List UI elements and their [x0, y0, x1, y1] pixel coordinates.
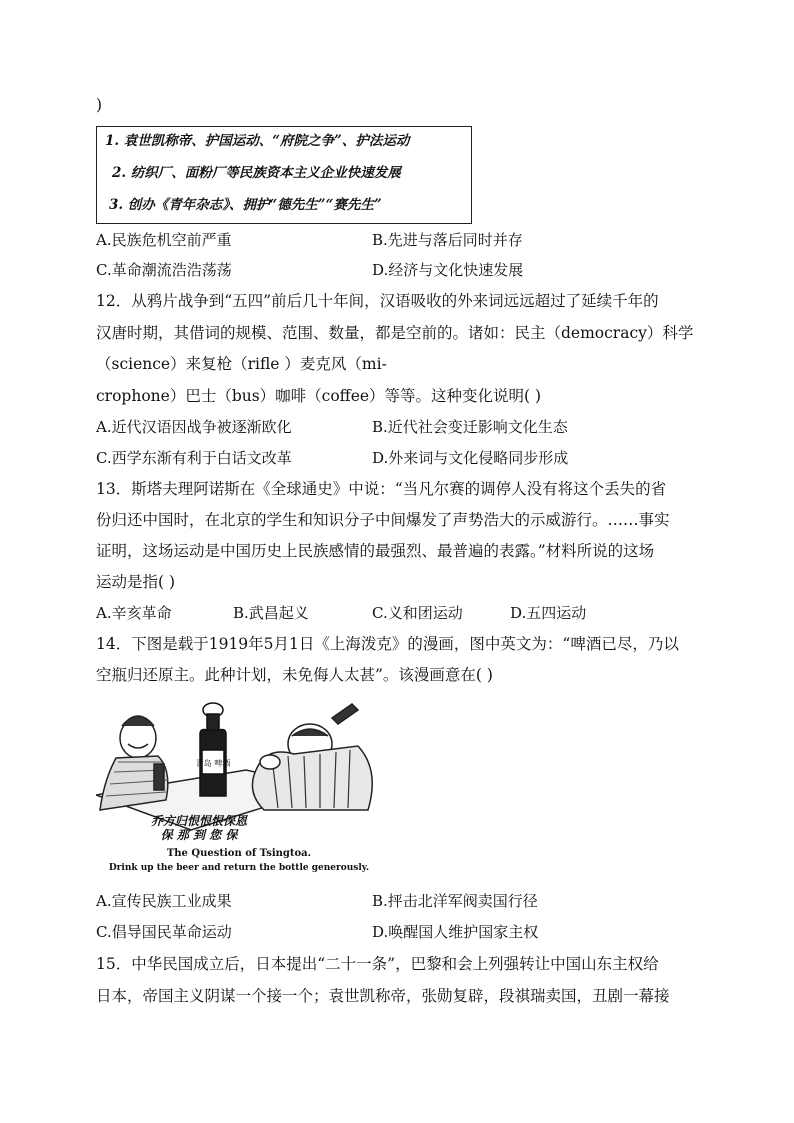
q14-option-a[interactable]: A.宣传民族工业成果 [96, 892, 232, 910]
q12-line-4: crophone）巴士（bus）咖啡（coffee）等等。这种变化说明( ) [96, 387, 542, 405]
cartoon-subtitle: Drink up the beer and return the bottle generously. [108, 863, 370, 873]
continuation-bracket: ) [96, 96, 103, 114]
q12-option-a[interactable]: A.近代汉语因战争被逐渐欧化 [96, 418, 292, 436]
cartoon-image [96, 700, 382, 880]
cartoon-chinese-caption-1: 乔方归恨恨恨保恩 [150, 814, 247, 828]
q13-line-4: 运动是指( ) [96, 573, 176, 591]
q14-option-b[interactable]: B.抨击北洋军阀卖国行径 [372, 892, 538, 910]
box-line-2: 2. 纺织厂、面粉厂等民族资本主义企业快速发展 [112, 165, 401, 181]
q12-line-1: 12．从鸦片战争到“五四”前后几十年间，汉语吸收的外来词远远超过了延续千年的 [96, 292, 659, 310]
q12-line-3: （science）来复枪（rifle ）麦克风（mi- [96, 355, 387, 373]
box-line-3: 3. 创办《青年杂志》、拥护“德先生”“赛先生” [109, 197, 382, 213]
q11-option-b[interactable]: B.先进与落后同时并存 [372, 231, 523, 249]
box-line-1: 1. 袁世凯称帝、护国运动、“府院之争”、护法运动 [105, 133, 410, 149]
q13-line-2: 份归还中国时，在北京的学生和知识分子中间爆发了声势浩大的示威游行。……事实 [96, 511, 670, 529]
right-figure [252, 704, 372, 810]
bottle-label: 青岛 啤酒 [195, 759, 231, 768]
q12-option-c[interactable]: C.西学东渐有利于白话文改革 [96, 449, 292, 467]
q11-option-d[interactable]: D.经济与文化快速发展 [372, 261, 524, 279]
q12-option-b[interactable]: B.近代社会变迁影响文化生态 [372, 418, 568, 436]
q13-option-b[interactable]: B.武昌起义 [233, 604, 309, 622]
q14-line-2: 空瓶归还原主。此种计划，未免侮人太甚”。该漫画意在( ) [96, 666, 493, 684]
q15-line-1: 15．中华民国成立后，日本提出“二十一条”，巴黎和会上列强转让中国山东主权给 [96, 955, 659, 973]
material-box [96, 126, 472, 224]
beer-bottle [200, 703, 226, 796]
q13-option-c[interactable]: C.义和团运动 [372, 604, 463, 622]
q13-line-1: 13．斯塔夫理阿诺斯在《全球通史》中说：“当凡尔赛的调停人没有将这个丢失的省 [96, 480, 667, 498]
q14-option-c[interactable]: C.倡导国民革命运动 [96, 923, 232, 941]
q15-line-2: 日本，帝国主义阴谋一个接一个；袁世凯称帝，张勋复辟，段祺瑞卖国，丑剧一幕接 [96, 987, 670, 1005]
q14-option-d[interactable]: D.唤醒国人维护国家主权 [372, 923, 539, 941]
q14-line-1: 14．下图是载于1919年5月1日《上海泼克》的漫画，图中英文为：“啤酒已尽，乃以 [96, 635, 679, 653]
cartoon-title: The Question of Tsingtoa. [166, 848, 312, 859]
q13-option-d[interactable]: D.五四运动 [510, 604, 587, 622]
cartoon-chinese-caption-2: 保 那 到 您 保 [160, 828, 238, 842]
q11-option-a[interactable]: A.民族危机空前严重 [96, 231, 232, 249]
q12-option-d[interactable]: D.外来词与文化侵略同步形成 [372, 449, 569, 467]
left-figure [100, 716, 168, 810]
q13-line-3: 证明，这场运动是中国历史上民族感情的最强烈、最普遍的表露。”材料所说的这场 [96, 542, 655, 560]
q13-option-a[interactable]: A.辛亥革命 [96, 604, 172, 622]
q12-line-2: 汉唐时期，其借词的规模、范围、数量，都是空前的。诸如：民主（democracy）科学 [96, 324, 694, 342]
q11-option-c[interactable]: C.革命潮流浩浩荡荡 [96, 261, 232, 279]
